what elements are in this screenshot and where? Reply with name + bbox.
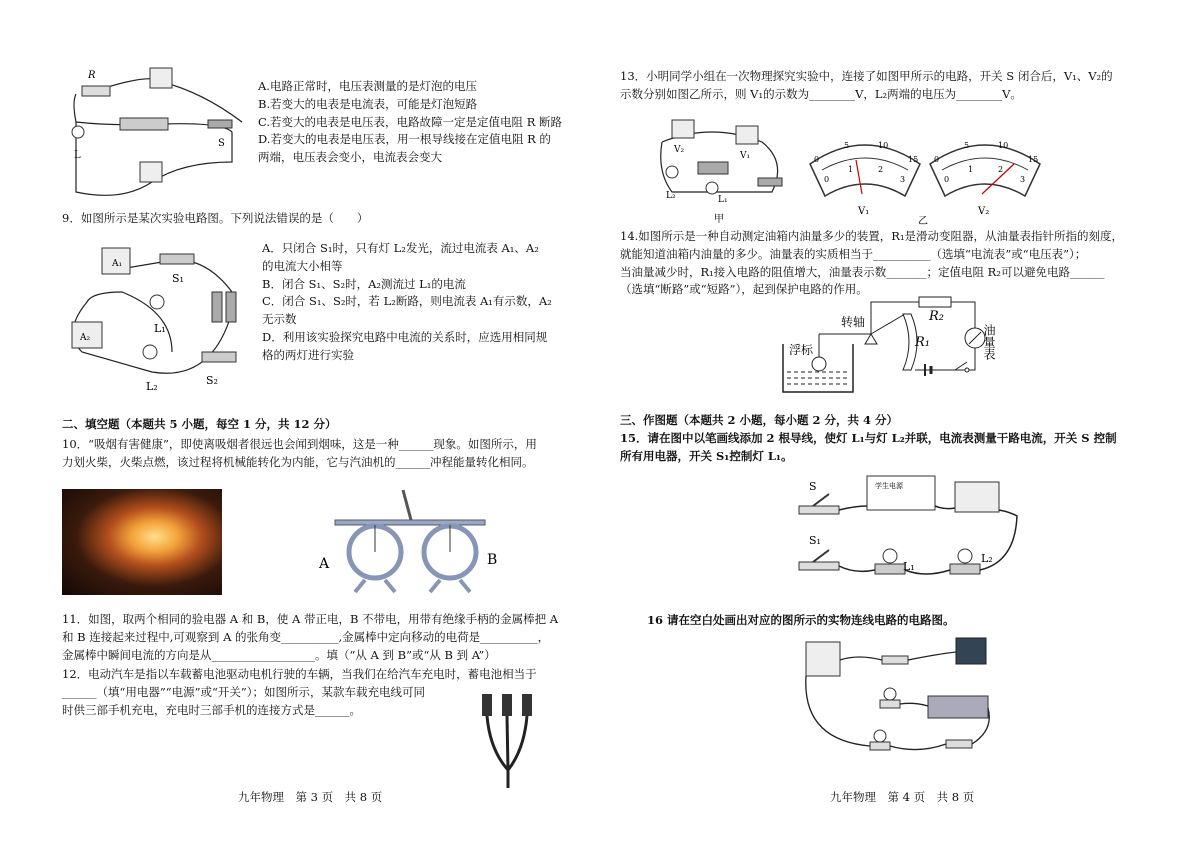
meter-v1-tick-bottom-1: 1 [848,165,854,174]
q13-label-v2: V₂ [674,145,685,155]
section-2-heading: 二、填空题（本题共 5 小题，每空 1 分，共 12 分） [62,417,337,431]
q9-option-d: D．利用该实验探究电路中电流的关系时，应选用相同规 [262,330,548,345]
q12-text [62,666,537,719]
q8-option-b: B.若变大的电表是电流表，可能是灯泡短路 [258,96,478,111]
meter-v1-tick-bottom-2: 2 [878,165,884,174]
q14-label-r2: R₂ [929,309,944,324]
meter-v2-tick-top-5: 5 [964,141,970,150]
electroscope-label-b: B [487,552,498,568]
meter-v2-tick-bottom-1: 1 [968,165,974,174]
q13-label-l2: L₂ [666,191,676,201]
q8-option-c: C.若变大的电表是电压表，电路故障一定是定值电阻 R 断路 [258,114,563,129]
q9-option-a-cont: 的电流大小相等 [262,258,343,273]
q14-line-4: （选填“断路”或“短路”），起到保护电路的作用。 [620,282,868,297]
q14-label-float: 浮标 [789,343,814,357]
q12-line-1: 12．电动汽车是指以车载蓄电池驱动电机行驶的车辆，当我们在给汽车充电时，蓄电池相当于 [62,667,537,681]
electroscope-figure [315,480,505,600]
meter-v1-label: V₁ [858,206,870,217]
q11-text [62,611,558,664]
q8-label-s: S [218,138,225,149]
electroscope-label-a: A [319,556,330,572]
q12-line-2: ______（填“用电器”“电源”或“开关”）；如图所示，某款车载充电线可同 [62,684,426,699]
q14-line-3: 当油量减少时，R₁接入电路的阻值增大，油量表示数_______；定值电阻 R₂可以避免电路______ [620,264,1105,279]
q8-circuit-figure [62,62,252,202]
meter-v2 [930,141,1040,217]
q15-label-l2: L₂ [981,552,993,565]
q13-label-yi: 乙 [918,216,928,226]
q13-label-v1: V₁ [740,151,751,161]
meter-v2-tick-bottom-3: 3 [1020,175,1026,184]
q16-circuit-figure [798,630,998,760]
q15-label-s: S [809,480,817,493]
q15-line-1: 15．请在图中以笔画线添加 2 根导线，使灯 L₁与灯 L₂并联，电流表测量干路电流，开关 S 控制 [620,431,1117,445]
meter-v1-tick-top-10: 10 [878,141,889,150]
q13-label-jia: 甲 [714,214,724,224]
q9-label-l1: L₁ [154,322,166,335]
q9-label-s2: S₂ [206,374,218,387]
q13-label-l1: L₁ [718,195,728,205]
q9-options [262,240,552,365]
meter-v1-tick-top-0: 0 [814,155,820,164]
q9-label-a1: A₁ [112,259,123,269]
q14-label-r1: R₁ [915,335,930,350]
q15-line-2: 所有用电器，开关 S₁控制灯 L₁。 [620,448,793,463]
q10-text [62,436,537,472]
q13-circuit-figure [652,112,792,224]
charging-cable-figure [472,690,544,790]
q9-option-c-cont: 无示数 [262,312,297,327]
q14-line-1: 14.如图所示是一种自动测定油箱内油量多少的装置，R₁是滑动变阻器，从油量表指针所指的刻度， [620,229,1124,243]
meter-v2-label: V₂ [978,206,990,217]
q12-line-3: 时供三部手机充电，充电时三部手机的连接方式是______。 [62,702,361,717]
q15-apparatus-figure [795,466,1030,586]
q9-option-c: C．闭合 S₁、S₂时，若 L₂断路，则电流表 A₁有示数，A₂ [262,294,552,309]
meter-v2-tick-bottom-2: 2 [998,165,1004,174]
match-photo [62,489,222,595]
q9-circuit-figure [62,232,257,397]
q15-text [620,430,1117,466]
q8-label-r: R [88,70,96,81]
q9-label-l2: L₂ [146,380,158,393]
q14-text [620,228,1123,299]
q16-text: 16 请在空白处画出对应的图所示的实物连线电路的电路图。 [647,613,955,627]
section-3-heading: 三、作图题（本题共 2 小题，每小题 2 分，共 4 分） [620,413,899,427]
meter-v1-tick-bottom-3: 3 [900,175,906,184]
q14-line-2: 就能知道油箱内油量的多少。油量表的实质相当于__________（选填“电流表”或“电压表”）； [620,246,1087,261]
q13-text [620,68,1113,104]
left-footer: 九年物理 第 3 页 共 8 页 [238,790,383,804]
q14-label-gauge: 油量表 [982,324,996,360]
meter-v1-tick-top-5: 5 [844,141,850,150]
q8-option-d-cont: 两端，电压表会变小，电流表会变大 [258,150,442,165]
q8-label-l: L [74,150,81,161]
q11-line-1: 11．如图，取两个相同的验电器 A 和 B，使 A 带正电，B 不带电，用带有绝缘手柄的金属棒把 A [62,612,559,626]
q13-line-1: 13．小明同学小组在一次物理探究实验中，连接了如图甲所示的电路，开关 S 闭合后，V₁、V₂的 [620,69,1113,83]
q14-oil-gauge-figure [775,292,1045,398]
meter-v2-tick-top-0: 0 [934,155,940,164]
q9-stem: 9．如图所示是某次实验电路图。下列说法错误的是（ ） [62,211,369,225]
q10-line-2: 力划火柴，火柴点燃，该过程将机械能转化为内能，它与汽油机的______冲程能量转化相同。 [62,454,534,469]
q8-options [258,78,562,167]
meter-v1 [810,141,920,217]
meter-v2-tick-bottom-0: 0 [944,175,950,184]
q15-label-power: 学生电源 [875,482,903,490]
q9-option-d-cont: 格的两灯进行实验 [262,347,354,362]
right-footer: 九年物理 第 4 页 共 8 页 [830,790,975,804]
meter-v2-tick-top-10: 10 [998,141,1009,150]
q8-option-d: D.若变大的电表是电压表，用一根导线接在定值电阻 R 的 [258,132,551,147]
meter-v2-tick-top-15: 15 [1028,155,1039,164]
meter-v1-tick-top-15: 15 [908,155,919,164]
q9-option-b: B．闭合 S₁、S₂时，A₂测流过 L₁的电流 [262,276,466,291]
q11-line-3: 金属棒中瞬间电流的方向是从__________________。填（“从 A 到 B”或“从 B 到 A”） [62,647,496,662]
q9-label-a2: A₂ [80,333,91,343]
meter-v1-tick-bottom-0: 0 [824,175,830,184]
q8-option-a: A.电路正常时，电压表测量的是灯泡的电压 [258,79,477,93]
q13-meters-figure [800,134,1050,226]
q15-label-s1: S₁ [809,534,821,547]
q9-label-s1: S₁ [172,272,184,285]
q10-line-1: 10．“吸烟有害健康”，即使离吸烟者很远也会闻到烟味，这是一种______现象。如图所示，用 [62,437,537,451]
q11-line-2: 和 B 连接起来过程中,可观察到 A 的张角变__________,金属棒中定向移动的电荷是__________， [62,629,550,644]
q14-label-axis: 转轴 [841,315,866,329]
q13-line-2: 示数分别如图乙所示，则 V₁的示数为________V，L₂两端的电压为________V。 [620,86,1022,101]
q15-label-l1: L₁ [903,560,915,573]
q9-option-a: A．只闭合 S₁时，只有灯 L₂发光，流过电流表 A₁、A₂ [262,241,539,255]
